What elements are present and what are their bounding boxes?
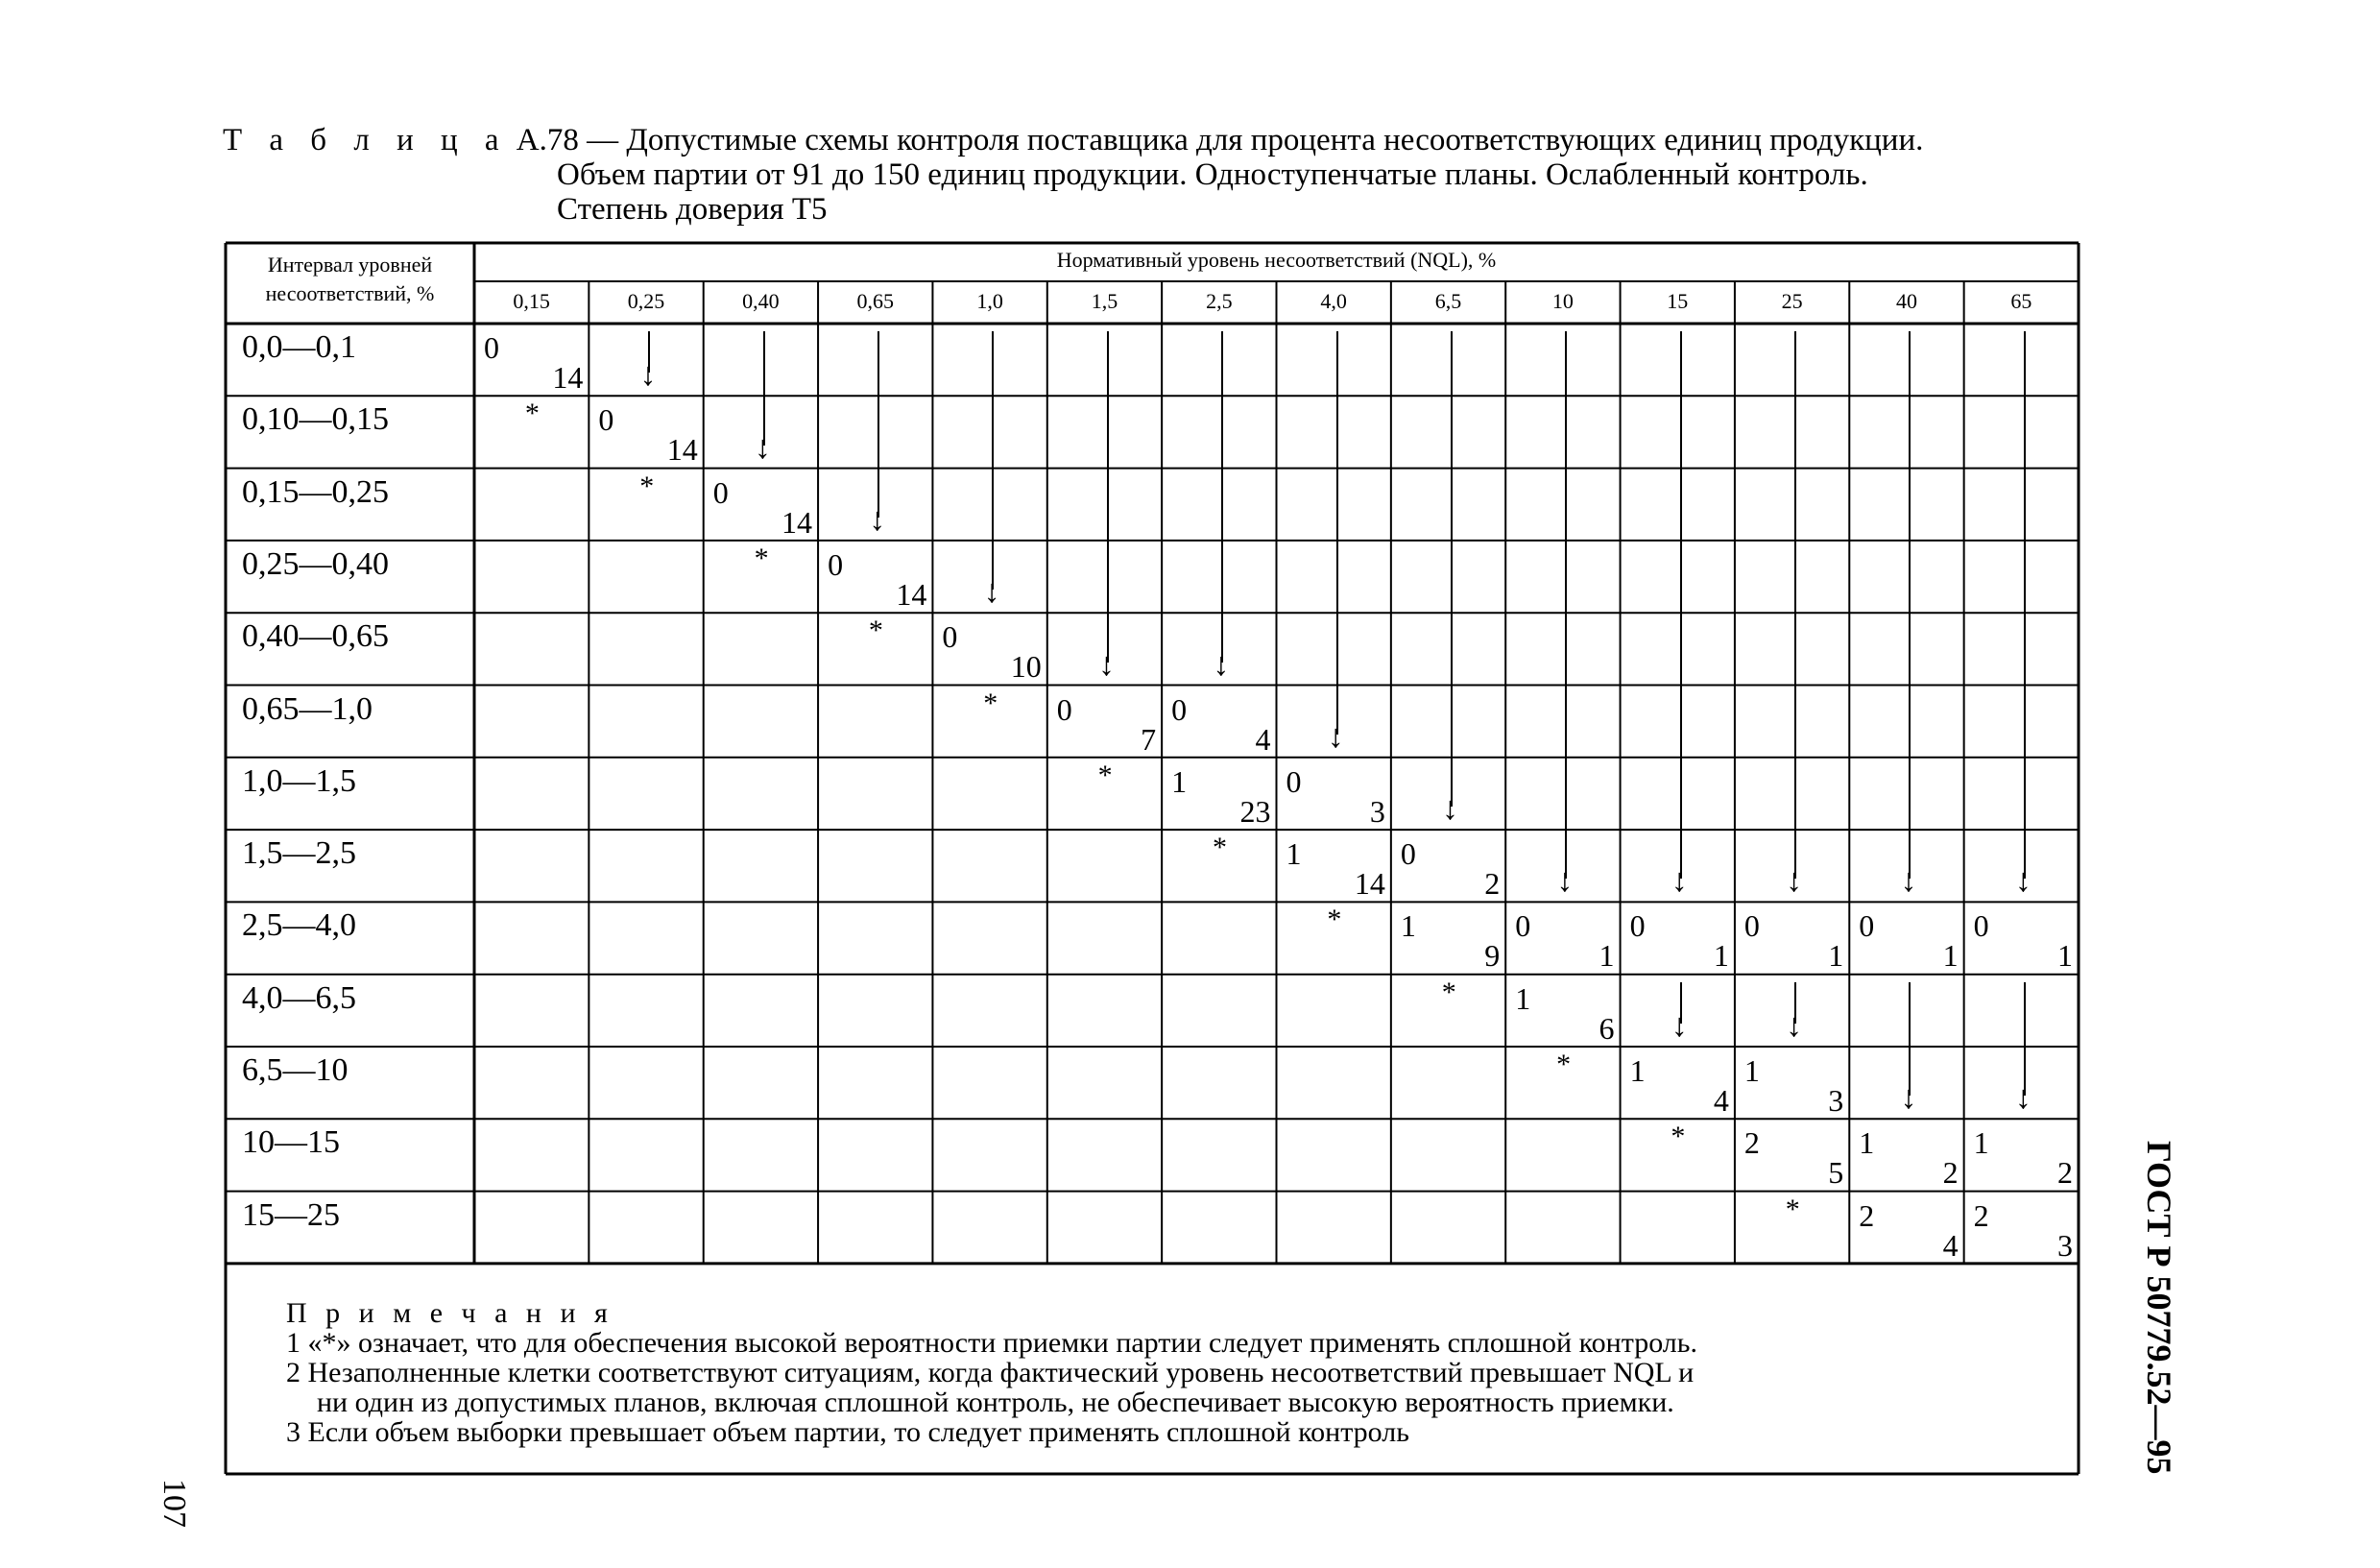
acceptance-number: 2 [1859,1197,1875,1233]
down-arrow-shaft [1909,982,1911,1097]
sample-size: 1 [2056,938,2073,974]
row-label: 1,0—1,5 [242,762,356,799]
asterisk-mark: * [1556,1049,1572,1080]
sample-size: 14 [781,504,813,540]
acceptance-number: 0 [942,619,958,655]
page-number: 107 [156,1479,192,1528]
asterisk-mark: * [639,470,655,502]
sample-size: 3 [1828,1083,1844,1118]
row-label: 0,65—1,0 [242,690,373,727]
caption-label: Т а б л и ц а [223,123,509,157]
row-label: 2,5—4,0 [242,907,356,944]
column-header: 2,5 [1206,289,1233,313]
note-2-continued: ни один из допустимых планов, включая сплошной контроль, не обеспечивает высокую вероятность приемки. [317,1387,1674,1418]
down-arrow-icon: ↓ [1556,863,1574,900]
down-arrow-icon: ↓ [1213,646,1230,683]
acceptance-number: 0 [1515,908,1531,944]
down-arrow-icon: ↓ [1900,1080,1917,1117]
column-header: 1,0 [976,289,1003,313]
column-header: 10 [1551,289,1574,313]
acceptance-number: 0 [598,402,614,438]
sample-size: 14 [896,576,927,612]
row-label: 1,5—2,5 [242,835,356,872]
sample-size: 9 [1484,938,1501,974]
sample-size: 1 [1599,938,1615,974]
column-header: 1,5 [1091,289,1118,313]
row-label: 0,25—0,40 [242,545,389,582]
standard-designation: ГОСТ Р 50779.52—95 [2140,1141,2178,1475]
asterisk-mark: * [1785,1193,1800,1225]
sample-size: 7 [1141,721,1157,757]
sample-size: 23 [1239,793,1271,829]
caption-text-3: Степень доверия Т5 [557,192,828,227]
asterisk-mark: * [524,398,540,430]
caption-dash: — [587,123,619,157]
sample-size: 5 [1828,1155,1844,1191]
notes-block [286,1298,2081,1447]
column-header: 25 [1781,289,1803,313]
column-header: 0,25 [627,289,665,313]
acceptance-number: 0 [1400,836,1416,872]
sample-size: 10 [1010,649,1042,685]
row-header-line-1: Интервал уровней [267,253,433,277]
acceptance-number: 0 [828,546,844,582]
notes-title: П р и м е ч а н и я [286,1297,613,1329]
asterisk-mark: * [1097,759,1113,791]
sample-size: 4 [1942,1227,1959,1263]
asterisk-mark: * [1671,1121,1686,1153]
sample-size: 1 [1942,938,1959,974]
down-arrow-icon: ↓ [1441,791,1458,828]
row-label: 4,0—6,5 [242,979,356,1016]
down-arrow-shaft [992,331,994,590]
column-group-header: Нормативный уровень несоответствий (NQL), % [1056,248,1497,272]
acceptance-number: 0 [1171,691,1188,727]
column-header: 0,65 [856,289,894,313]
caption-number: А.78 [516,123,579,157]
row-label: 6,5—10 [242,1052,349,1088]
asterisk-mark: * [868,615,883,647]
sample-size: 6 [1599,1010,1615,1046]
acceptance-number: 0 [1286,763,1302,799]
asterisk-mark: * [754,542,769,574]
column-header: 0,15 [513,289,550,313]
note-1: 1 «*» означает, что для обеспечения высокой вероятности приемки партии следует применять сплошной контроль. [286,1327,1697,1359]
column-header: 6,5 [1434,289,1462,313]
acceptance-number: 2 [1743,1125,1760,1161]
sample-size: 1 [1828,938,1844,974]
down-arrow-shaft [2024,331,2026,879]
asterisk-mark: * [1327,904,1342,936]
sample-size: 14 [1354,866,1385,902]
sample-size: 4 [1713,1083,1729,1118]
acceptance-number: 1 [1286,836,1302,872]
sample-size: 1 [1713,938,1729,974]
down-arrow-shaft [1680,331,1682,879]
sample-size: 14 [666,432,698,468]
acceptance-number: 0 [1629,908,1646,944]
acceptance-number: 0 [1743,908,1760,944]
down-arrow-shaft [2024,982,2026,1097]
down-arrow-icon: ↓ [869,501,886,538]
down-arrow-shaft [1107,331,1109,663]
down-arrow-icon: ↓ [2014,1080,2031,1117]
down-arrow-shaft [1336,331,1338,735]
acceptance-number: 2 [1973,1197,1989,1233]
acceptance-number: 0 [1056,691,1072,727]
sample-size: 14 [552,360,584,395]
acceptance-number: 1 [1629,1053,1646,1088]
down-arrow-shaft [1221,331,1223,663]
down-arrow-icon: ↓ [1097,646,1115,683]
acceptance-number: 0 [1859,908,1875,944]
acceptance-number: 0 [712,474,729,510]
down-arrow-shaft [1909,331,1911,879]
acceptance-number: 0 [484,330,499,365]
acceptance-number: 1 [1743,1053,1760,1088]
column-header: 40 [1895,289,1917,313]
down-arrow-icon: ↓ [1671,863,1688,900]
note-3: 3 Если объем выборки превышает объем партии, то следует применять сплошной контроль [286,1416,1409,1448]
sample-size: 3 [1369,793,1385,829]
row-header-line-2: несоответствий, % [265,281,435,305]
caption-text-2: Объем партии от 91 до 150 единиц продукции. Одноступенчатые планы. Ослабленный контроль. [557,157,1868,192]
row-label: 0,0—0,1 [242,329,356,365]
down-arrow-shaft [877,331,879,518]
caption-text-1: Допустимые схемы контроля поставщика для процента несоответствующих единиц продукции. [626,123,1924,157]
down-arrow-icon: ↓ [2014,863,2031,900]
column-header: 65 [2010,289,2032,313]
down-arrow-icon: ↓ [754,429,771,466]
down-arrow-icon: ↓ [1785,1008,1802,1044]
asterisk-mark: * [983,687,998,719]
acceptance-number: 1 [1515,980,1531,1016]
down-arrow-shaft [1565,331,1567,879]
row-label: 0,40—0,65 [242,618,389,655]
asterisk-mark: * [1212,832,1227,864]
row-label: 0,10—0,15 [242,401,389,438]
down-arrow-icon: ↓ [639,357,657,394]
acceptance-number: 1 [1171,763,1188,799]
column-header: 0,40 [742,289,780,313]
acceptance-number: 0 [1973,908,1989,944]
down-arrow-icon: ↓ [1900,863,1917,900]
note-2: 2 Незаполненные клетки соответствуют ситуациям, когда фактический уровень несоответствий превышает NQL и [286,1357,1695,1388]
row-label: 0,15—0,25 [242,473,389,510]
row-label: 15—25 [242,1196,340,1233]
sample-size: 4 [1255,721,1271,757]
asterisk-mark: * [1441,976,1456,1008]
sample-size: 2 [1942,1155,1959,1191]
down-arrow-icon: ↓ [1327,718,1344,755]
down-arrow-icon: ↓ [1671,1008,1688,1044]
down-arrow-shaft [1451,331,1453,807]
down-arrow-shaft [1794,331,1796,879]
acceptance-number: 1 [1973,1125,1989,1161]
row-label: 10—15 [242,1124,340,1161]
down-arrow-icon: ↓ [1785,863,1802,900]
down-arrow-icon: ↓ [983,574,1000,611]
column-header: 4,0 [1320,289,1347,313]
sample-size: 2 [2056,1155,2073,1191]
sample-size: 2 [1484,866,1501,902]
sample-size: 3 [2056,1227,2073,1263]
acceptance-number: 1 [1400,908,1416,944]
acceptance-number: 1 [1859,1125,1875,1161]
down-arrow-shaft [763,331,765,446]
column-header: 15 [1667,289,1689,313]
